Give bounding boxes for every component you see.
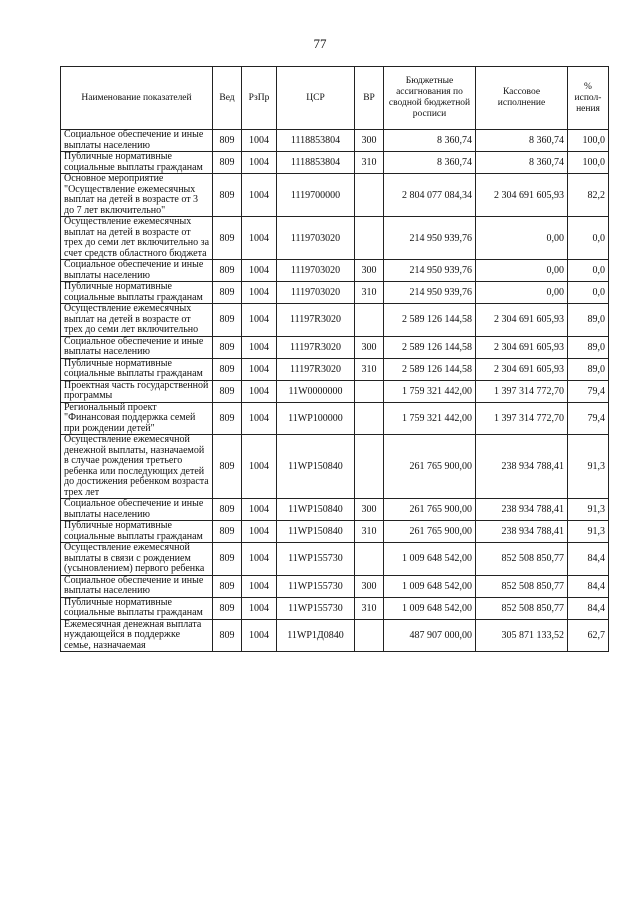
cell-cash: 852 508 850,77 (476, 575, 568, 597)
cell-percent: 91,3 (568, 521, 609, 543)
cell-rzpr: 1004 (242, 575, 277, 597)
cell-rzpr: 1004 (242, 543, 277, 576)
cell-csr: 11WP155730 (277, 543, 355, 576)
cell-csr: 11197R3020 (277, 358, 355, 380)
cell-budget: 214 950 939,76 (384, 217, 476, 260)
cell-cash: 1 397 314 772,70 (476, 402, 568, 435)
cell-csr: 1119703020 (277, 260, 355, 282)
table-row (61, 336, 609, 358)
cell-rzpr: 1004 (242, 380, 277, 402)
col-header-percent: % испол-нения (568, 67, 609, 130)
cell-cash: 8 360,74 (476, 152, 568, 174)
cell-cash: 0,00 (476, 260, 568, 282)
cell-csr: 1118853804 (277, 152, 355, 174)
cell-ved: 809 (213, 575, 242, 597)
cell-name: Социальное обеспечение и иные выплаты населению (61, 499, 213, 521)
cell-vr (355, 619, 384, 652)
cell-budget: 8 360,74 (384, 130, 476, 152)
cell-vr (355, 435, 384, 499)
cell-csr: 11WP1Д0840 (277, 619, 355, 652)
cell-budget: 2 589 126 144,58 (384, 304, 476, 337)
table-row (61, 597, 609, 619)
cell-budget: 1 009 648 542,00 (384, 575, 476, 597)
cell-vr: 300 (355, 260, 384, 282)
cell-vr (355, 543, 384, 576)
cell-percent: 0,0 (568, 260, 609, 282)
cell-cash: 0,00 (476, 282, 568, 304)
cell-name: Публичные нормативные социальные выплаты гражданам (61, 521, 213, 543)
cell-budget: 2 589 126 144,58 (384, 358, 476, 380)
cell-ved: 809 (213, 260, 242, 282)
table-row (61, 521, 609, 543)
cell-ved: 809 (213, 435, 242, 499)
cell-csr: 1119700000 (277, 174, 355, 217)
cell-csr: 11WP155730 (277, 575, 355, 597)
cell-vr (355, 174, 384, 217)
table-row (61, 282, 609, 304)
col-header-name: Наименование показателей (61, 67, 213, 130)
cell-rzpr: 1004 (242, 152, 277, 174)
cell-cash: 8 360,74 (476, 130, 568, 152)
cell-budget: 8 360,74 (384, 152, 476, 174)
cell-vr: 310 (355, 358, 384, 380)
cell-csr: 1119703020 (277, 282, 355, 304)
cell-percent: 100,0 (568, 130, 609, 152)
cell-cash: 2 304 691 605,93 (476, 174, 568, 217)
cell-budget: 487 907 000,00 (384, 619, 476, 652)
cell-rzpr: 1004 (242, 402, 277, 435)
cell-percent: 79,4 (568, 380, 609, 402)
cell-csr: 11197R3020 (277, 336, 355, 358)
cell-cash: 1 397 314 772,70 (476, 380, 568, 402)
cell-budget: 261 765 900,00 (384, 435, 476, 499)
cell-budget: 214 950 939,76 (384, 282, 476, 304)
cell-vr (355, 380, 384, 402)
cell-name: Проектная часть государственной программы (61, 380, 213, 402)
cell-cash: 0,00 (476, 217, 568, 260)
cell-percent: 84,4 (568, 597, 609, 619)
cell-vr: 300 (355, 499, 384, 521)
cell-name: Осуществление ежемесячных выплат на детей в возрасте от трех до семи лет включительно (61, 304, 213, 337)
cell-budget: 2 589 126 144,58 (384, 336, 476, 358)
cell-rzpr: 1004 (242, 217, 277, 260)
cell-percent: 82,2 (568, 174, 609, 217)
cell-name: Социальное обеспечение и иные выплаты населению (61, 130, 213, 152)
cell-rzpr: 1004 (242, 130, 277, 152)
cell-percent: 79,4 (568, 402, 609, 435)
cell-budget: 1 009 648 542,00 (384, 597, 476, 619)
cell-name: Публичные нормативные социальные выплаты гражданам (61, 358, 213, 380)
col-header-cash: Кассовое исполнение (476, 67, 568, 130)
cell-csr: 11WP150840 (277, 521, 355, 543)
cell-name: Региональный проект "Финансовая поддержка семей при рождении детей" (61, 402, 213, 435)
cell-vr: 300 (355, 130, 384, 152)
cell-ved: 809 (213, 304, 242, 337)
cell-vr (355, 217, 384, 260)
cell-vr (355, 304, 384, 337)
table-row (61, 304, 609, 337)
cell-name: Публичные нормативные социальные выплаты гражданам (61, 152, 213, 174)
cell-name: Осуществление ежемесячных выплат на детей в возрасте от трех до семи лет включительно за счет средств областного бюджета (61, 217, 213, 260)
cell-vr: 310 (355, 152, 384, 174)
cell-percent: 0,0 (568, 217, 609, 260)
table-row (61, 358, 609, 380)
cell-budget: 261 765 900,00 (384, 499, 476, 521)
cell-csr: 11197R3020 (277, 304, 355, 337)
cell-name: Публичные нормативные социальные выплаты гражданам (61, 597, 213, 619)
cell-cash: 238 934 788,41 (476, 499, 568, 521)
page-number: 77 (313, 36, 327, 51)
cell-ved: 809 (213, 336, 242, 358)
cell-vr: 300 (355, 575, 384, 597)
cell-csr: 11W0000000 (277, 380, 355, 402)
cell-budget: 2 804 077 084,34 (384, 174, 476, 217)
cell-percent: 62,7 (568, 619, 609, 652)
cell-percent: 89,0 (568, 304, 609, 337)
cell-budget: 1 009 648 542,00 (384, 543, 476, 576)
cell-ved: 809 (213, 130, 242, 152)
cell-cash: 238 934 788,41 (476, 435, 568, 499)
cell-rzpr: 1004 (242, 619, 277, 652)
cell-budget: 1 759 321 442,00 (384, 380, 476, 402)
table-row (61, 260, 609, 282)
cell-name: Ежемесячная денежная выплата нуждающейся в поддержке семье, назначаемая (61, 619, 213, 652)
cell-budget: 261 765 900,00 (384, 521, 476, 543)
table-row (61, 435, 609, 499)
cell-ved: 809 (213, 152, 242, 174)
cell-vr: 310 (355, 597, 384, 619)
cell-percent: 100,0 (568, 152, 609, 174)
cell-vr: 300 (355, 336, 384, 358)
cell-percent: 89,0 (568, 336, 609, 358)
cell-rzpr: 1004 (242, 260, 277, 282)
cell-rzpr: 1004 (242, 358, 277, 380)
cell-name: Осуществление ежемесячной выплаты в связи с рождением (усыновлением) первого ребенка (61, 543, 213, 576)
col-header-ved: Вед (213, 67, 242, 130)
cell-ved: 809 (213, 543, 242, 576)
table-row (61, 130, 609, 152)
cell-csr: 11WP150840 (277, 435, 355, 499)
cell-ved: 809 (213, 619, 242, 652)
cell-csr: 11WP150840 (277, 499, 355, 521)
cell-percent: 84,4 (568, 575, 609, 597)
table-row (61, 402, 609, 435)
cell-rzpr: 1004 (242, 174, 277, 217)
budget-execution-table (60, 66, 609, 652)
cell-name: Основное мероприятие "Осуществление ежемесячных выплат на детей в возрасте от 3 до 7 лет включительно" (61, 174, 213, 217)
table-row (61, 543, 609, 576)
col-header-csr: ЦСР (277, 67, 355, 130)
cell-rzpr: 1004 (242, 435, 277, 499)
cell-ved: 809 (213, 402, 242, 435)
cell-csr: 1119703020 (277, 217, 355, 260)
cell-rzpr: 1004 (242, 336, 277, 358)
cell-name: Осуществление ежемесячной денежной выплаты, назначаемой в случае рождения третьего ребенка или последующих детей до достижения ребенком возраста трех лет (61, 435, 213, 499)
col-header-vr: ВР (355, 67, 384, 130)
cell-csr: 1118853804 (277, 130, 355, 152)
table-row (61, 217, 609, 260)
table-row (61, 499, 609, 521)
cell-ved: 809 (213, 521, 242, 543)
cell-cash: 2 304 691 605,93 (476, 358, 568, 380)
col-header-budget: Бюджетные ассигнования по сводной бюджетной росписи (384, 67, 476, 130)
cell-cash: 238 934 788,41 (476, 521, 568, 543)
cell-percent: 0,0 (568, 282, 609, 304)
cell-name: Социальное обеспечение и иные выплаты населению (61, 260, 213, 282)
cell-ved: 809 (213, 358, 242, 380)
table-row (61, 380, 609, 402)
table-row (61, 619, 609, 652)
table-header-row (61, 67, 609, 130)
cell-ved: 809 (213, 597, 242, 619)
cell-vr: 310 (355, 282, 384, 304)
table-row (61, 174, 609, 217)
cell-vr: 310 (355, 521, 384, 543)
cell-vr (355, 402, 384, 435)
table-row (61, 575, 609, 597)
cell-cash: 2 304 691 605,93 (476, 336, 568, 358)
cell-ved: 809 (213, 174, 242, 217)
cell-budget: 214 950 939,76 (384, 260, 476, 282)
cell-ved: 809 (213, 217, 242, 260)
cell-ved: 809 (213, 380, 242, 402)
cell-csr: 11WP100000 (277, 402, 355, 435)
cell-name: Социальное обеспечение и иные выплаты населению (61, 336, 213, 358)
cell-percent: 89,0 (568, 358, 609, 380)
cell-budget: 1 759 321 442,00 (384, 402, 476, 435)
cell-csr: 11WP155730 (277, 597, 355, 619)
cell-ved: 809 (213, 499, 242, 521)
cell-percent: 91,3 (568, 435, 609, 499)
cell-rzpr: 1004 (242, 597, 277, 619)
cell-rzpr: 1004 (242, 499, 277, 521)
cell-percent: 84,4 (568, 543, 609, 576)
cell-cash: 852 508 850,77 (476, 543, 568, 576)
cell-cash: 305 871 133,52 (476, 619, 568, 652)
table-row (61, 152, 609, 174)
cell-name: Социальное обеспечение и иные выплаты населению (61, 575, 213, 597)
cell-cash: 852 508 850,77 (476, 597, 568, 619)
cell-rzpr: 1004 (242, 521, 277, 543)
cell-name: Публичные нормативные социальные выплаты гражданам (61, 282, 213, 304)
cell-rzpr: 1004 (242, 282, 277, 304)
cell-ved: 809 (213, 282, 242, 304)
cell-percent: 91,3 (568, 499, 609, 521)
col-header-rzpr: РзПр (242, 67, 277, 130)
cell-rzpr: 1004 (242, 304, 277, 337)
cell-cash: 2 304 691 605,93 (476, 304, 568, 337)
